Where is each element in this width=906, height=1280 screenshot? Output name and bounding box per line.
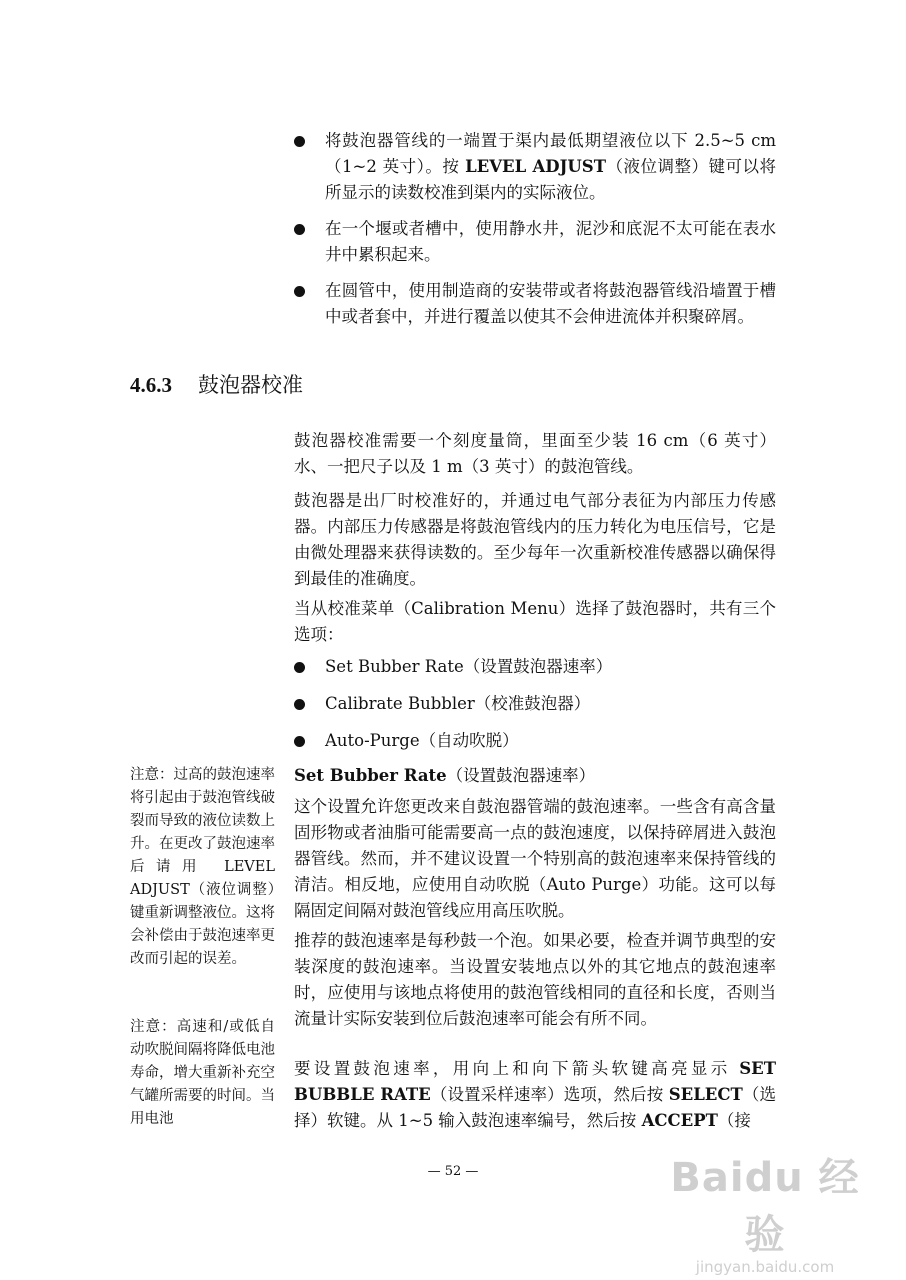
- paragraph: 鼓泡器是出厂时校准好的，并通过电气部分表征为内部压力传感器。内部压力传感器是将鼓泡管线内的压力转化为电压信号，它是由微处理器来获得读数的。至少每年一次重新校准传感器以确保得到最佳的准确度。: [294, 491, 776, 588]
- watermark: [650, 1146, 880, 1276]
- list-item: Calibrate Bubbler（校准鼓泡器）: [294, 691, 776, 717]
- bullet-dot-icon: [294, 224, 305, 235]
- list-item: Auto-Purge（自动吹脱）: [294, 728, 776, 754]
- bullet-dot-icon: [294, 699, 305, 710]
- bullet-dot-icon: [294, 662, 305, 673]
- paragraph: 当从校准菜单（Calibration Menu）选择了鼓泡器时，共有三个选项：: [294, 599, 776, 644]
- top-bullet-list: [294, 128, 776, 330]
- options-list: [294, 654, 776, 754]
- watermark-url: jingyan.baidu.com: [695, 1258, 835, 1276]
- baidu-logo: Baidu 经验: [670, 1155, 860, 1258]
- paragraph: 这个设置允许您更改来自鼓泡器管端的鼓泡速率。一些含有高含量固形物或者油脂可能需要高一点的鼓泡速度，以保持碎屑进入鼓泡器管线。然而，并不建议设置一个特别高的鼓泡速率来保持管线的清洁。相反地，应使用自动吹脱（Auto Purge）功能。这可以每隔固定间隔对鼓泡管线应用高压吹脱。: [294, 797, 776, 920]
- list-item: 将鼓泡器管线的一端置于渠内最低期望液位以下 2.5~5 cm（1~2 英寸）。按 LEVEL ADJUST（液位调整）键可以将所显示的读数校准到渠内的实际液位。: [294, 128, 776, 206]
- list-item: 在一个堰或者槽中，使用静水井，泥沙和底泥不太可能在表水井中累积起来。: [294, 216, 776, 268]
- section-heading: [130, 370, 303, 400]
- side-note: 注意：高速和/或低自动吹脱间隔将降低电池寿命，增大重新补充空气罐所需要的时间。当用电池: [130, 1019, 275, 1127]
- subheading: Set Bubber Rate（设置鼓泡器速率）: [294, 766, 596, 785]
- bullet-dot-icon: [294, 736, 305, 747]
- section-number: 4.6.3: [130, 373, 172, 397]
- bullet-dot-icon: [294, 286, 305, 297]
- section-title: 鼓泡器校准: [198, 373, 303, 397]
- paragraph: 要设置鼓泡速率，用向上和向下箭头软键高亮显示 SET BUBBLE RATE（设置采样速率）选项，然后按 SELECT（选择）软键。从 1~5 输入鼓泡速率编号，然后按 ACCEPT（接: [294, 1059, 777, 1130]
- bullet-dot-icon: [294, 136, 305, 147]
- side-note: 注意：过高的鼓泡速率将引起由于鼓泡管线破裂而导致的液位读数上升。在更改了鼓泡速率后请用 LEVEL ADJUST（液位调整）键重新调整液位。这将会补偿由于鼓泡速率更改而引起的误差。: [130, 767, 275, 967]
- page-number: — 52 —: [427, 1164, 479, 1179]
- list-item: 在圆管中，使用制造商的安装带或者将鼓泡器管线沿墙置于槽中或者套中，并进行覆盖以使其不会伸进流体并积聚碎屑。: [294, 278, 776, 330]
- list-item: Set Bubber Rate（设置鼓泡器速率）: [294, 654, 776, 680]
- paragraph: 推荐的鼓泡速率是每秒鼓一个泡。如果必要，检查并调节典型的安装深度的鼓泡速率。当设置安装地点以外的其它地点的鼓泡速率时，应使用与该地点将使用的鼓泡管线相同的直径和长度，否则当流量计实际安装到位后鼓泡速率可能会有所不同。: [294, 931, 776, 1028]
- paragraph: 鼓泡器校准需要一个刻度量筒，里面至少装 16 cm（6 英寸）水、一把尺子以及 1 m（3 英寸）的鼓泡管线。: [294, 431, 776, 476]
